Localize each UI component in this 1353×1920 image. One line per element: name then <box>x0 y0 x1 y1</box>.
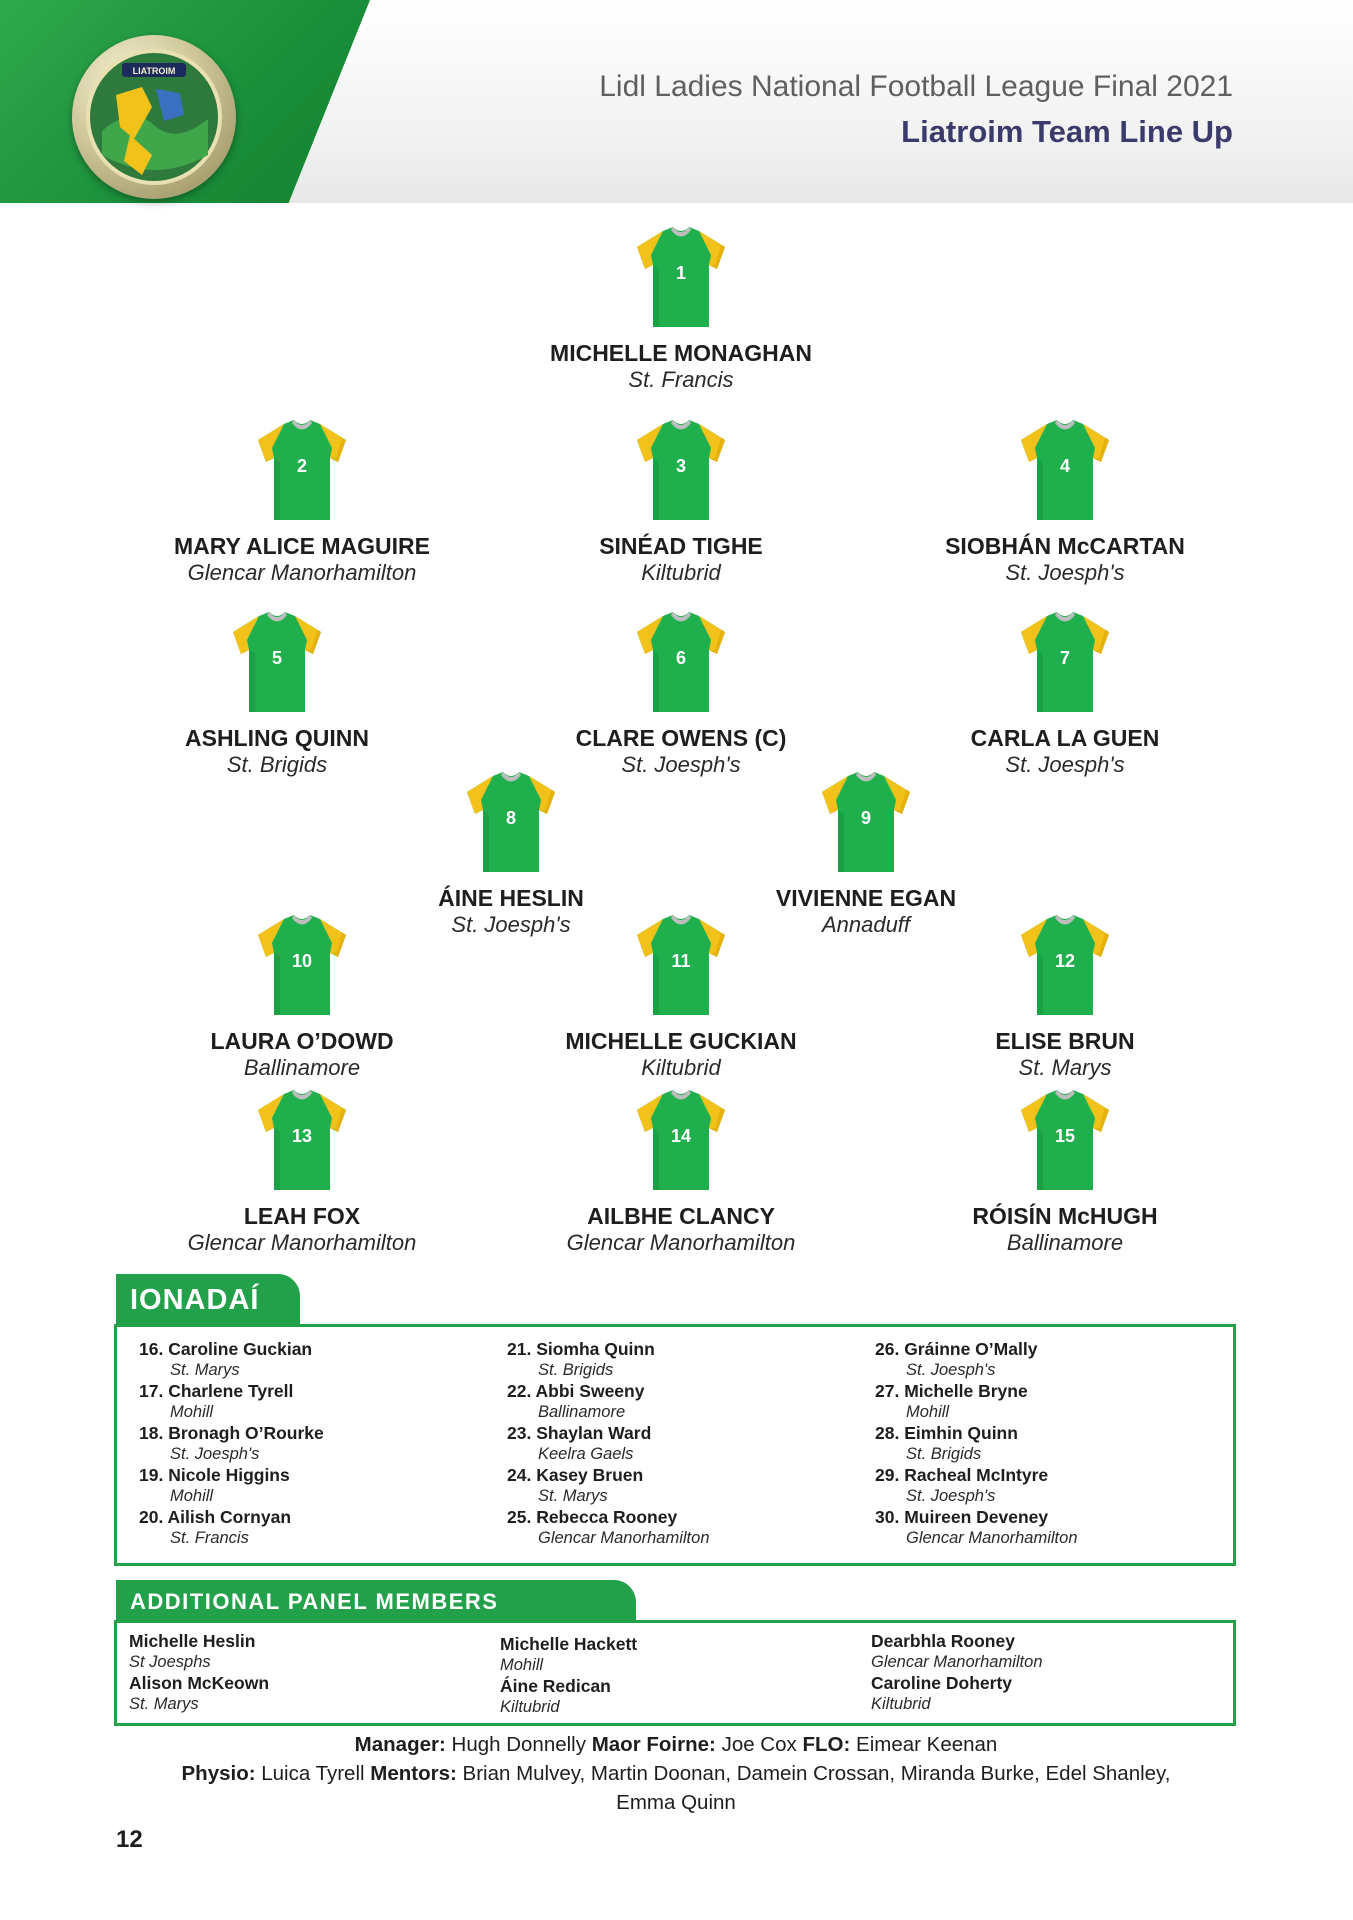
jersey-number: 10 <box>291 951 313 971</box>
jersey-icon <box>633 225 729 329</box>
player-name: LAURA O’DOWD <box>210 1028 394 1054</box>
sub-club: Glencar Manorhamilton <box>906 1529 1078 1547</box>
player-club: Glencar Manorhamilton <box>187 1230 417 1255</box>
jersey-icon <box>633 1088 729 1192</box>
sub-club: St. Joesph's <box>906 1361 996 1379</box>
panel-member-name: Áine Redican <box>500 1676 611 1696</box>
manager-label: Manager: <box>354 1733 446 1756</box>
flo-label: FLO: <box>802 1733 851 1756</box>
mentors-label: Mentors: <box>370 1762 457 1785</box>
panel-heading: ADDITIONAL PANEL MEMBERS <box>116 1580 636 1622</box>
jersey-number: 14 <box>670 1126 692 1146</box>
player-club: St. Joesph's <box>1005 752 1125 777</box>
player-name: VIVIENNE EGAN <box>775 885 957 911</box>
player-name: MICHELLE GUCKIAN <box>565 1028 797 1054</box>
player-position <box>132 1088 472 1256</box>
panel-column <box>871 1631 1231 1715</box>
mentors-names: Brian Mulvey, Martin Doonan, Damein Crossan, Miranda Burke, Edel Shanley, Emma Quinn <box>462 1762 1171 1814</box>
sub-name: 22. Abbi Sweeny <box>507 1381 645 1401</box>
jersey-number: 6 <box>675 648 686 668</box>
jersey-number: 4 <box>1059 456 1070 476</box>
panel-column <box>500 1634 860 1718</box>
jersey-number: 1 <box>675 263 686 283</box>
jersey-icon <box>1017 610 1113 714</box>
sub-entry <box>139 1507 499 1549</box>
jersey-number: 5 <box>271 648 282 668</box>
sub-name: 19. Nicole Higgins <box>139 1465 290 1485</box>
sub-entry <box>139 1339 499 1381</box>
player-name: CARLA LA GUEN <box>970 725 1160 751</box>
sub-entry <box>875 1423 1235 1465</box>
sub-entry <box>875 1507 1235 1549</box>
sub-entry <box>875 1465 1235 1507</box>
panel-member-club: Glencar Manorhamilton <box>871 1653 1043 1671</box>
management-line-1 <box>150 1730 1202 1759</box>
sub-name: 20. Ailish Cornyan <box>139 1507 292 1527</box>
sub-entry <box>139 1381 499 1423</box>
panel-member-name: Alison McKeown <box>129 1673 270 1693</box>
crest-lettering: LIATROIM <box>132 66 176 76</box>
jersey-number: 2 <box>296 456 307 476</box>
jersey-number: 11 <box>671 951 691 971</box>
jersey-icon <box>633 418 729 522</box>
player-position <box>132 913 472 1081</box>
player-club: Ballinamore <box>243 1055 361 1080</box>
panel-entry <box>500 1634 860 1676</box>
sub-name: 23. Shaylan Ward <box>507 1423 652 1443</box>
player-name: ÁINE HESLIN <box>438 885 584 911</box>
player-club: Glencar Manorhamilton <box>187 560 417 585</box>
player-position <box>511 1088 851 1256</box>
sub-entry <box>875 1339 1235 1381</box>
player-position <box>107 610 447 778</box>
subs-heading: IONADAÍ <box>116 1274 300 1326</box>
jersey-icon <box>463 770 559 874</box>
sub-name: 30. Muireen Deveney <box>875 1507 1049 1527</box>
subs-column <box>875 1339 1235 1549</box>
player-position <box>132 418 472 586</box>
sub-entry <box>507 1507 867 1549</box>
sub-club: Keelra Gaels <box>538 1445 634 1463</box>
sub-entry <box>139 1423 499 1465</box>
sub-name: 28. Eimhin Quinn <box>875 1423 1018 1443</box>
panel-member-club: St. Marys <box>129 1695 199 1713</box>
jersey-number: 12 <box>1054 951 1076 971</box>
player-name: SIOBHÁN McCARTAN <box>945 533 1185 559</box>
panel-member-name: Michelle Heslin <box>129 1631 256 1651</box>
sub-name: 16. Caroline Guckian <box>139 1339 313 1359</box>
sub-name: 21. Siomha Quinn <box>507 1339 655 1359</box>
sub-club: St. Joesph's <box>170 1445 260 1463</box>
player-position <box>511 913 851 1081</box>
sub-club: Mohill <box>906 1403 950 1421</box>
sub-entry <box>875 1381 1235 1423</box>
panel-member-club: Kiltubrid <box>871 1695 931 1713</box>
panel-entry <box>129 1631 489 1673</box>
player-position <box>511 418 851 586</box>
jersey-number: 9 <box>860 808 871 828</box>
player-name: ELISE BRUN <box>995 1028 1135 1054</box>
sub-club: St. Marys <box>170 1361 240 1379</box>
player-position <box>895 610 1235 778</box>
jersey-icon <box>254 913 350 1017</box>
sub-club: Glencar Manorhamilton <box>538 1529 710 1547</box>
sub-name: 29. Racheal McIntyre <box>875 1465 1049 1485</box>
manager-name: Hugh Donnelly <box>451 1733 586 1756</box>
sub-club: St. Joesph's <box>906 1487 996 1505</box>
player-club: St. Joesph's <box>451 912 571 937</box>
sub-entry <box>507 1423 867 1465</box>
player-position <box>511 225 851 393</box>
player-name: RÓISÍN McHUGH <box>972 1203 1158 1229</box>
player-club: St. Marys <box>1018 1055 1112 1080</box>
player-club: St. Francis <box>628 367 734 392</box>
jersey-icon <box>254 418 350 522</box>
panel-member-name: Michelle Hackett <box>500 1634 638 1654</box>
panel-member-name: Dearbhla Rooney <box>871 1631 1015 1651</box>
player-position <box>895 913 1235 1081</box>
jersey-number: 15 <box>1054 1126 1076 1146</box>
sub-name: 26. Gráinne O’Mally <box>875 1339 1038 1359</box>
jersey-icon <box>1017 1088 1113 1192</box>
sub-name: 24. Kasey Bruen <box>507 1465 644 1485</box>
maor-label: Maor Foirne: <box>591 1733 716 1756</box>
player-name: AILBHE CLANCY <box>587 1203 775 1229</box>
player-club: St. Brigids <box>226 752 328 777</box>
player-name: CLARE OWENS (C) <box>575 725 787 751</box>
jersey-number: 13 <box>291 1126 313 1146</box>
player-position <box>895 418 1235 586</box>
sub-entry <box>507 1381 867 1423</box>
sub-club: St. Francis <box>170 1529 249 1547</box>
jersey-icon <box>1017 418 1113 522</box>
sub-name: 27. Michelle Bryne <box>875 1381 1028 1401</box>
jersey-icon <box>633 913 729 1017</box>
player-name: SINÉAD TIGHE <box>599 533 763 559</box>
page-header <box>0 0 1353 203</box>
sub-club: Mohill <box>170 1487 214 1505</box>
jersey-icon <box>254 1088 350 1192</box>
jersey-icon <box>633 610 729 714</box>
sub-club: Ballinamore <box>538 1403 626 1421</box>
player-club: Ballinamore <box>1006 1230 1124 1255</box>
panel-member-club: Kiltubrid <box>500 1698 560 1716</box>
panel-entry <box>871 1673 1231 1715</box>
sub-name: 25. Rebecca Rooney <box>507 1507 678 1527</box>
player-club: Annaduff <box>821 912 911 937</box>
sub-name: 17. Charlene Tyrell <box>139 1381 294 1401</box>
maor-name: Joe Cox <box>721 1733 797 1756</box>
county-crest-icon <box>72 35 236 199</box>
player-name: MICHELLE MONAGHAN <box>550 340 812 366</box>
sub-name: 18. Bronagh O’Rourke <box>139 1423 324 1443</box>
sub-club: St. Brigids <box>906 1445 982 1463</box>
management-line-2 <box>170 1759 1182 1817</box>
panel-member-name: Caroline Doherty <box>871 1673 1012 1693</box>
player-club: Kiltubrid <box>641 560 721 585</box>
player-position <box>511 610 851 778</box>
player-position <box>895 1088 1235 1256</box>
panel-box <box>114 1620 1236 1726</box>
jersey-number: 8 <box>505 808 516 828</box>
panel-member-club: Mohill <box>500 1656 544 1674</box>
document-subtitle: Liatroim Team Line Up <box>901 114 1233 149</box>
sub-club: St. Marys <box>538 1487 608 1505</box>
sub-entry <box>139 1465 499 1507</box>
panel-column <box>129 1631 489 1715</box>
jersey-icon <box>818 770 914 874</box>
player-club: St. Joesph's <box>1005 560 1125 585</box>
jersey-icon <box>1017 913 1113 1017</box>
panel-entry <box>871 1631 1231 1673</box>
player-club: Kiltubrid <box>641 1055 721 1080</box>
panel-entry <box>500 1676 860 1718</box>
panel-entry <box>129 1673 489 1715</box>
document-title: Lidl Ladies National Football League Final 2021 <box>599 70 1233 103</box>
subs-column <box>139 1339 499 1549</box>
page-number: 12 <box>116 1826 143 1853</box>
sub-entry <box>507 1339 867 1381</box>
panel-member-club: St Joesphs <box>129 1653 211 1671</box>
physio-name: Luica Tyrell <box>261 1762 365 1785</box>
sub-club: St. Brigids <box>538 1361 614 1379</box>
player-club: Glencar Manorhamilton <box>566 1230 796 1255</box>
jersey-icon <box>229 610 325 714</box>
subs-column <box>507 1339 867 1549</box>
flo-name: Eimear Keenan <box>856 1733 998 1756</box>
sub-entry <box>507 1465 867 1507</box>
sub-club: Mohill <box>170 1403 214 1421</box>
jersey-number: 7 <box>1059 648 1070 668</box>
jersey-number: 3 <box>675 456 686 476</box>
player-club: St. Joesph's <box>621 752 741 777</box>
subs-box <box>114 1324 1236 1566</box>
physio-label: Physio: <box>181 1762 256 1785</box>
player-name: LEAH FOX <box>243 1203 361 1229</box>
player-name: ASHLING QUINN <box>185 725 369 751</box>
player-name: MARY ALICE MAGUIRE <box>174 533 430 559</box>
